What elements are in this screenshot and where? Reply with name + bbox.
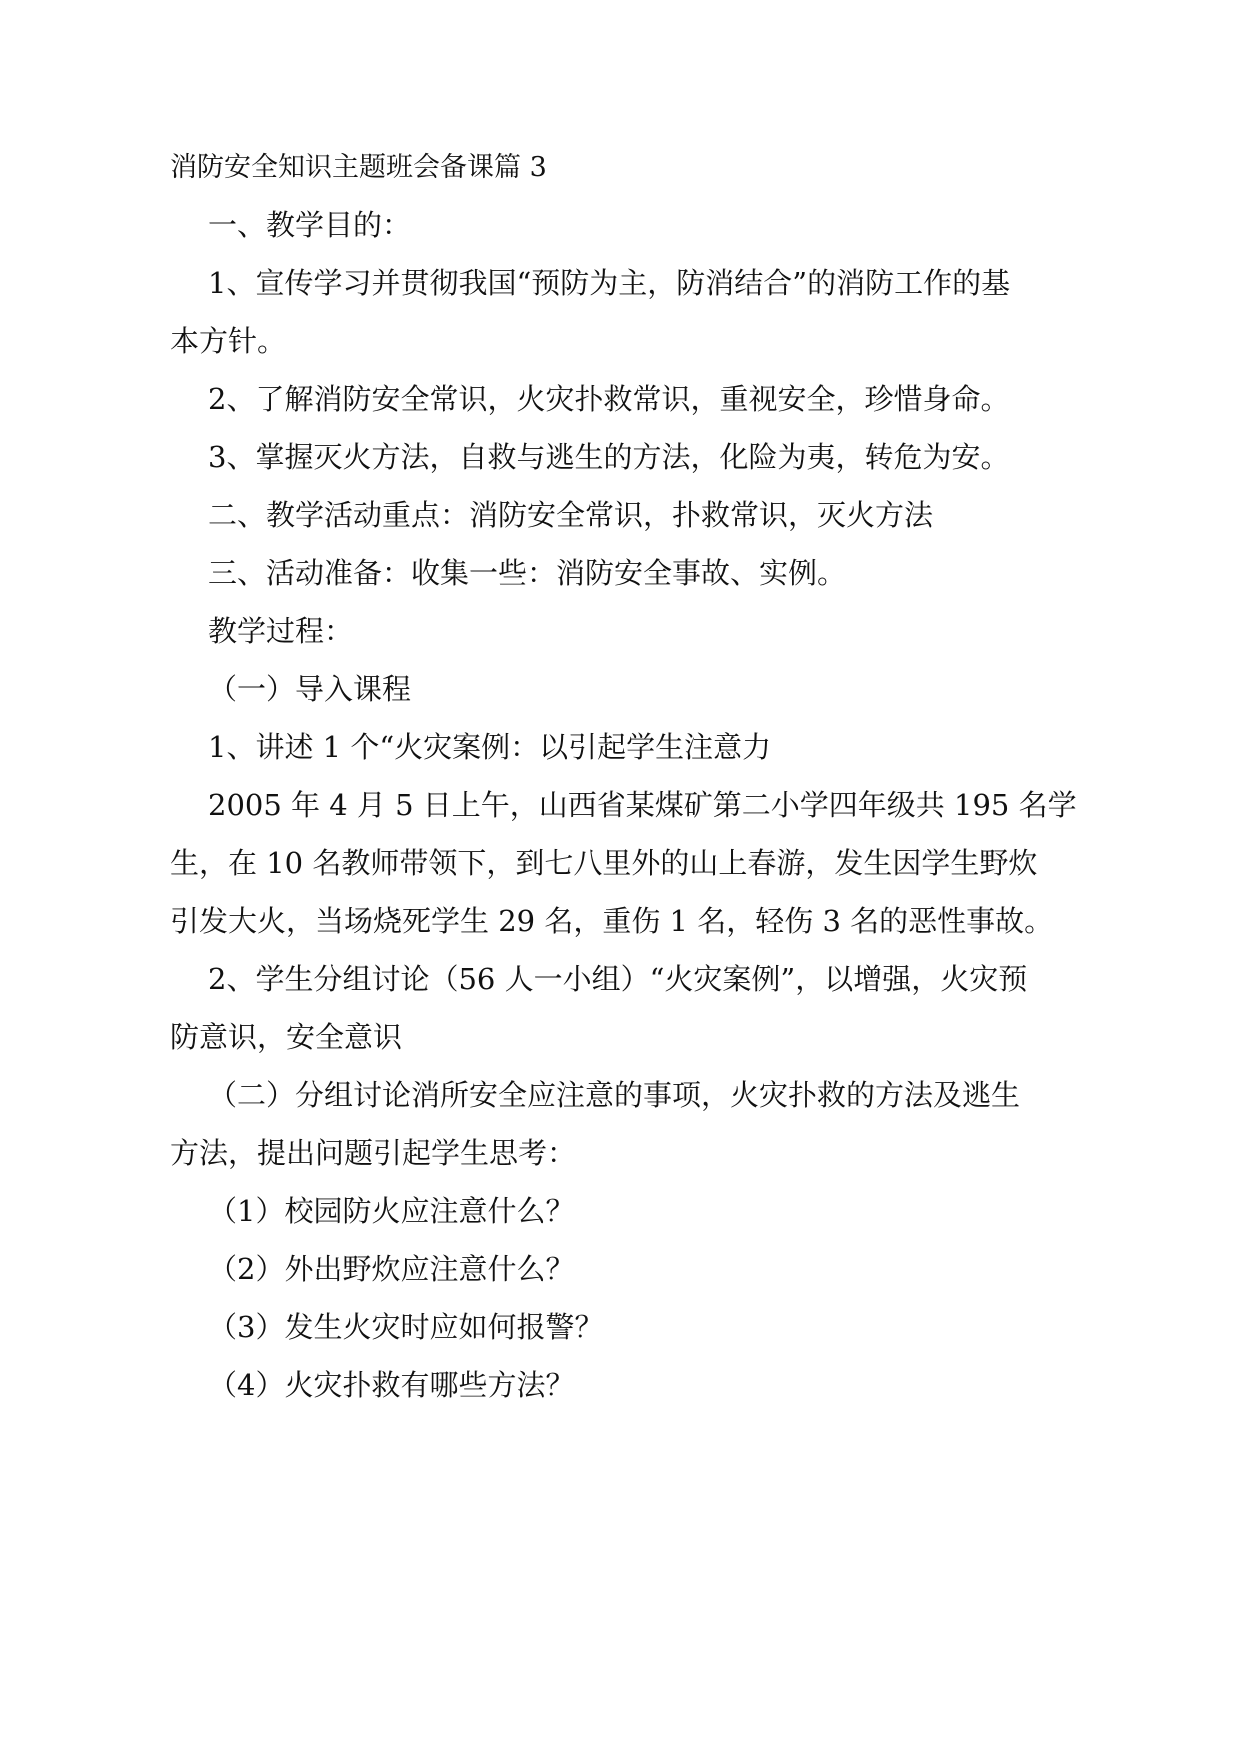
paragraph-line: 2005 年 4 月 5 日上午，山西省某煤矿第二小学四年级共 195 名学 [208, 788, 1077, 822]
paragraph-line: 三、活动准备：收集一些：消防安全事故、实例。 [208, 556, 847, 590]
paragraph-line: 本方针。 [170, 324, 287, 358]
paragraph-line: （一）导入课程 [208, 672, 412, 706]
paragraph-line: 1、宣传学习并贯彻我国“预防为主，防消结合”的消防工作的基 [208, 266, 1011, 300]
paragraph-line: 教学过程： [208, 614, 354, 648]
paragraph-line: 方法，提出问题引起学生思考： [170, 1136, 577, 1170]
paragraph-line: （1）校园防火应注意什么？ [208, 1194, 575, 1228]
paragraph-line: 防意识，安全意识 [170, 1020, 403, 1054]
document-title: 消防安全知识主题班会备课篇 3 [170, 152, 547, 183]
paragraph-line: （4）火灾扑救有哪些方法？ [208, 1368, 575, 1402]
paragraph-line: 3、掌握灭火方法，自救与逃生的方法，化险为夷，转危为安。 [208, 440, 1010, 474]
paragraph-line: 引发大火，当场烧死学生 29 名，重伤 1 名，轻伤 3 名的恶性事故。 [170, 904, 1054, 938]
paragraph-line: （二）分组讨论消所安全应注意的事项，火灾扑救的方法及逃生 [208, 1078, 1021, 1112]
paragraph-line: 2、学生分组讨论（56 人一小组）“火灾案例”，以增强，火灾预 [208, 962, 1028, 996]
paragraph-line: 生，在 10 名教师带领下，到七八里外的山上春游，发生因学生野炊 [170, 846, 1038, 880]
paragraph-line: （3）发生火灾时应如何报警？ [208, 1310, 604, 1344]
paragraph-line: 一、教学目的： [208, 208, 412, 242]
paragraph-line: 2、了解消防安全常识，火灾扑救常识，重视安全，珍惜身命。 [208, 382, 1010, 416]
paragraph-line: 二、教学活动重点：消防安全常识，扑救常识，灭火方法 [208, 498, 934, 532]
paragraph-line: （2）外出野炊应注意什么？ [208, 1252, 575, 1286]
paragraph-line: 1、讲述 1 个“火灾案例：以引起学生注意力 [208, 730, 772, 764]
